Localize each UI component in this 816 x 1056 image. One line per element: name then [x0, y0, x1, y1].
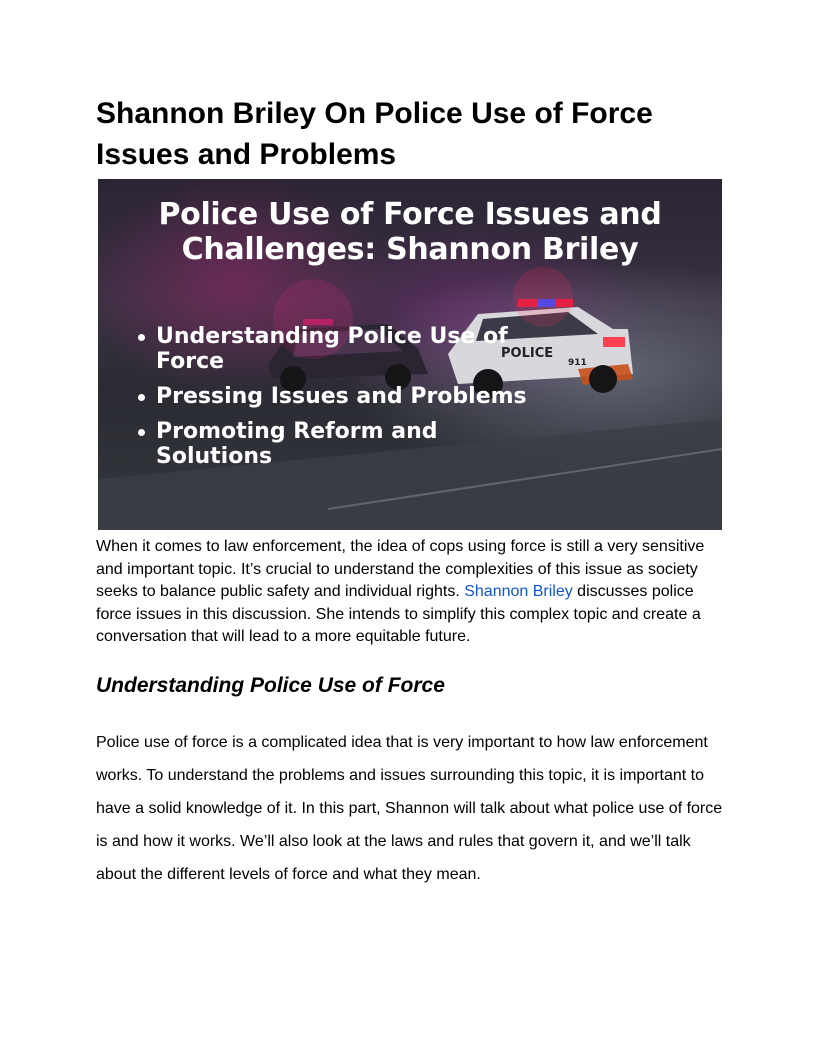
section-paragraph: Police use of force is a complicated idea that is very important to how law enforcement works. To understand the problems and issues surrounding this topic, it is important to have a solid knowledge of it. In this part, Shannon will talk about what police use of force is and how it works. We’ll also look at the laws and rules that govern it, and we’ll talk about the different levels of force and what they mean. — [96, 734, 723, 883]
hero-bullet: Promoting Reform and Solutions — [138, 419, 536, 469]
hero-bullet-list — [138, 324, 536, 479]
bullet-dot-icon — [138, 429, 145, 436]
bullet-dot-icon — [138, 394, 145, 401]
hero-bullet: Understanding Police Use of Force — [138, 324, 536, 374]
intro-paragraph: When it comes to law enforcement, the idea of cops using force is still a very sensitive and important topic. It’s crucial to understand the complexities of this issue as society seeks to balance public safety and individual rights. Shannon Briley discusses police force issues in this discussion. She intends to simplify this complex topic and create a conversation that will lead to a more equitable future. — [96, 538, 705, 646]
hero-image — [98, 179, 722, 530]
hero-title: Police Use of Force Issues and Challenges: Shannon Briley — [158, 197, 662, 267]
hero-bullet: Pressing Issues and Problems — [138, 384, 536, 409]
bullet-dot-icon — [138, 334, 145, 341]
page-title: Shannon Briley On Police Use of Force Issues and Problems — [96, 97, 653, 171]
section-heading: Understanding Police Use of Force — [96, 674, 445, 697]
car-number: 911 — [568, 358, 587, 368]
shannon-briley-link[interactable]: Shannon Briley — [464, 583, 573, 601]
police-lettering: POLICE — [501, 346, 554, 361]
